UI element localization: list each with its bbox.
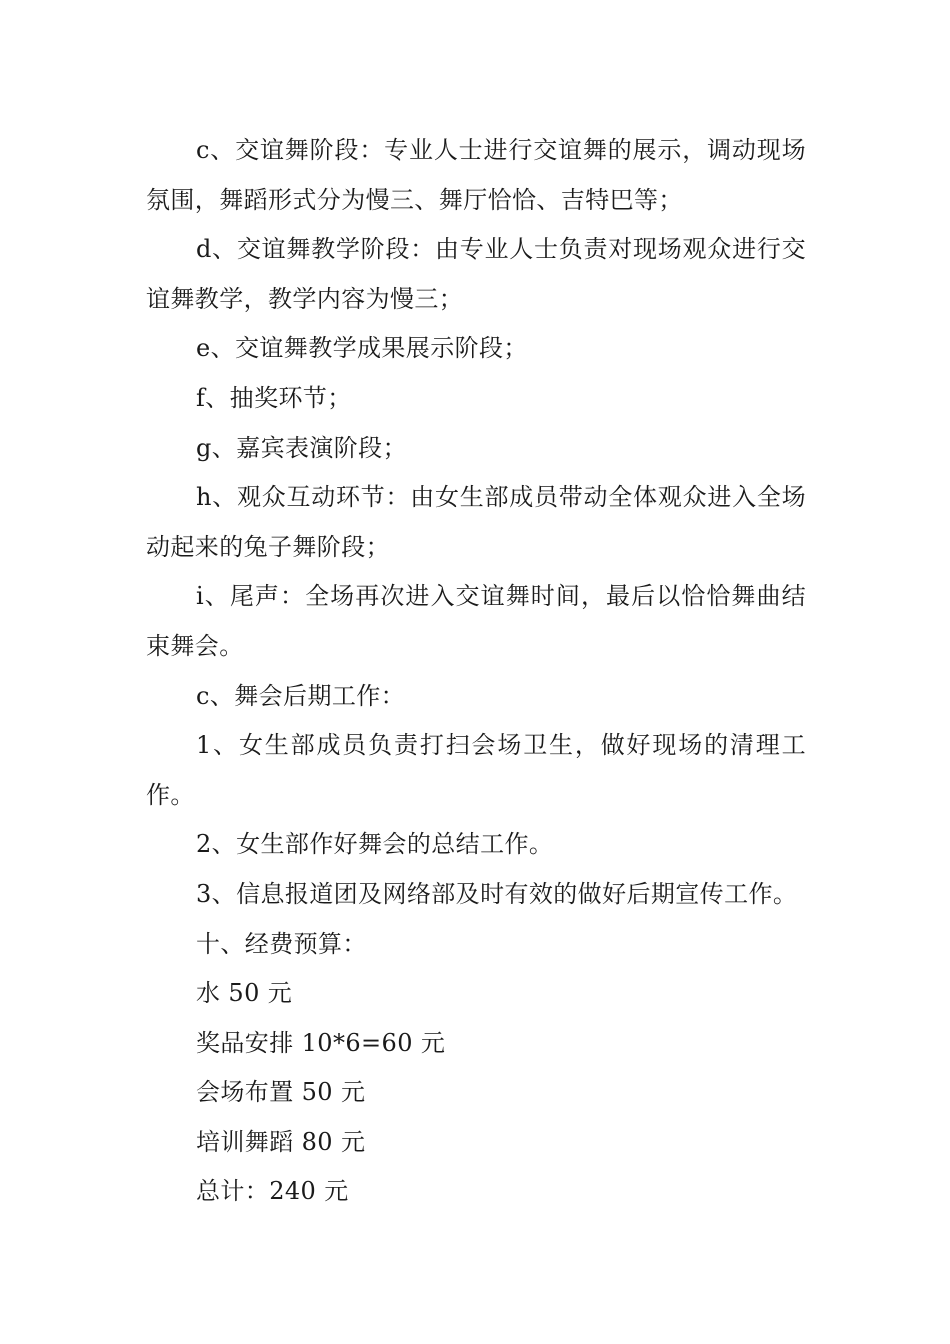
budget-total: 总计：240 元 [196, 1177, 349, 1206]
paragraph-stage-g: g、嘉宾表演阶段； [196, 433, 407, 462]
budget-item-prizes: 奖品安排 10*6=60 元 [196, 1028, 446, 1057]
paragraph-budget-heading: 十、经费预算： [196, 929, 367, 958]
paragraph-stage-e: e、交谊舞教学成果展示阶段； [196, 334, 528, 363]
paragraph-stage-f: f、抽奖环节； [196, 383, 352, 412]
budget-item-venue: 会场布置 50 元 [196, 1078, 366, 1107]
document-body [146, 126, 806, 1217]
budget-item-training: 培训舞蹈 80 元 [196, 1127, 366, 1156]
paragraph-post-work-3: 3、信息报道团及网络部及时有效的做好后期宣传工作。 [196, 879, 798, 908]
budget-item-water: 水 50 元 [196, 979, 293, 1008]
paragraph-post-work-1: 1、女生部成员负责打扫会场卫生，做好现场的清理工作。 [146, 731, 806, 809]
paragraph-stage-i: i、尾声：全场再次进入交谊舞时间，最后以恰恰舞曲结束舞会。 [146, 582, 806, 660]
paragraph-stage-c: c、交谊舞阶段：专业人士进行交谊舞的展示，调动现场氛围，舞蹈形式分为慢三、舞厅恰恰、吉特巴等； [146, 136, 806, 214]
paragraph-stage-d: d、交谊舞教学阶段：由专业人士负责对现场观众进行交谊舞教学，教学内容为慢三； [146, 235, 806, 313]
paragraph-post-work-2: 2、女生部作好舞会的总结工作。 [196, 830, 554, 859]
paragraph-post-work-heading: c、舞会后期工作： [196, 681, 406, 710]
paragraph-stage-h: h、观众互动环节：由女生部成员带动全体观众进入全场动起来的兔子舞阶段； [146, 483, 806, 561]
